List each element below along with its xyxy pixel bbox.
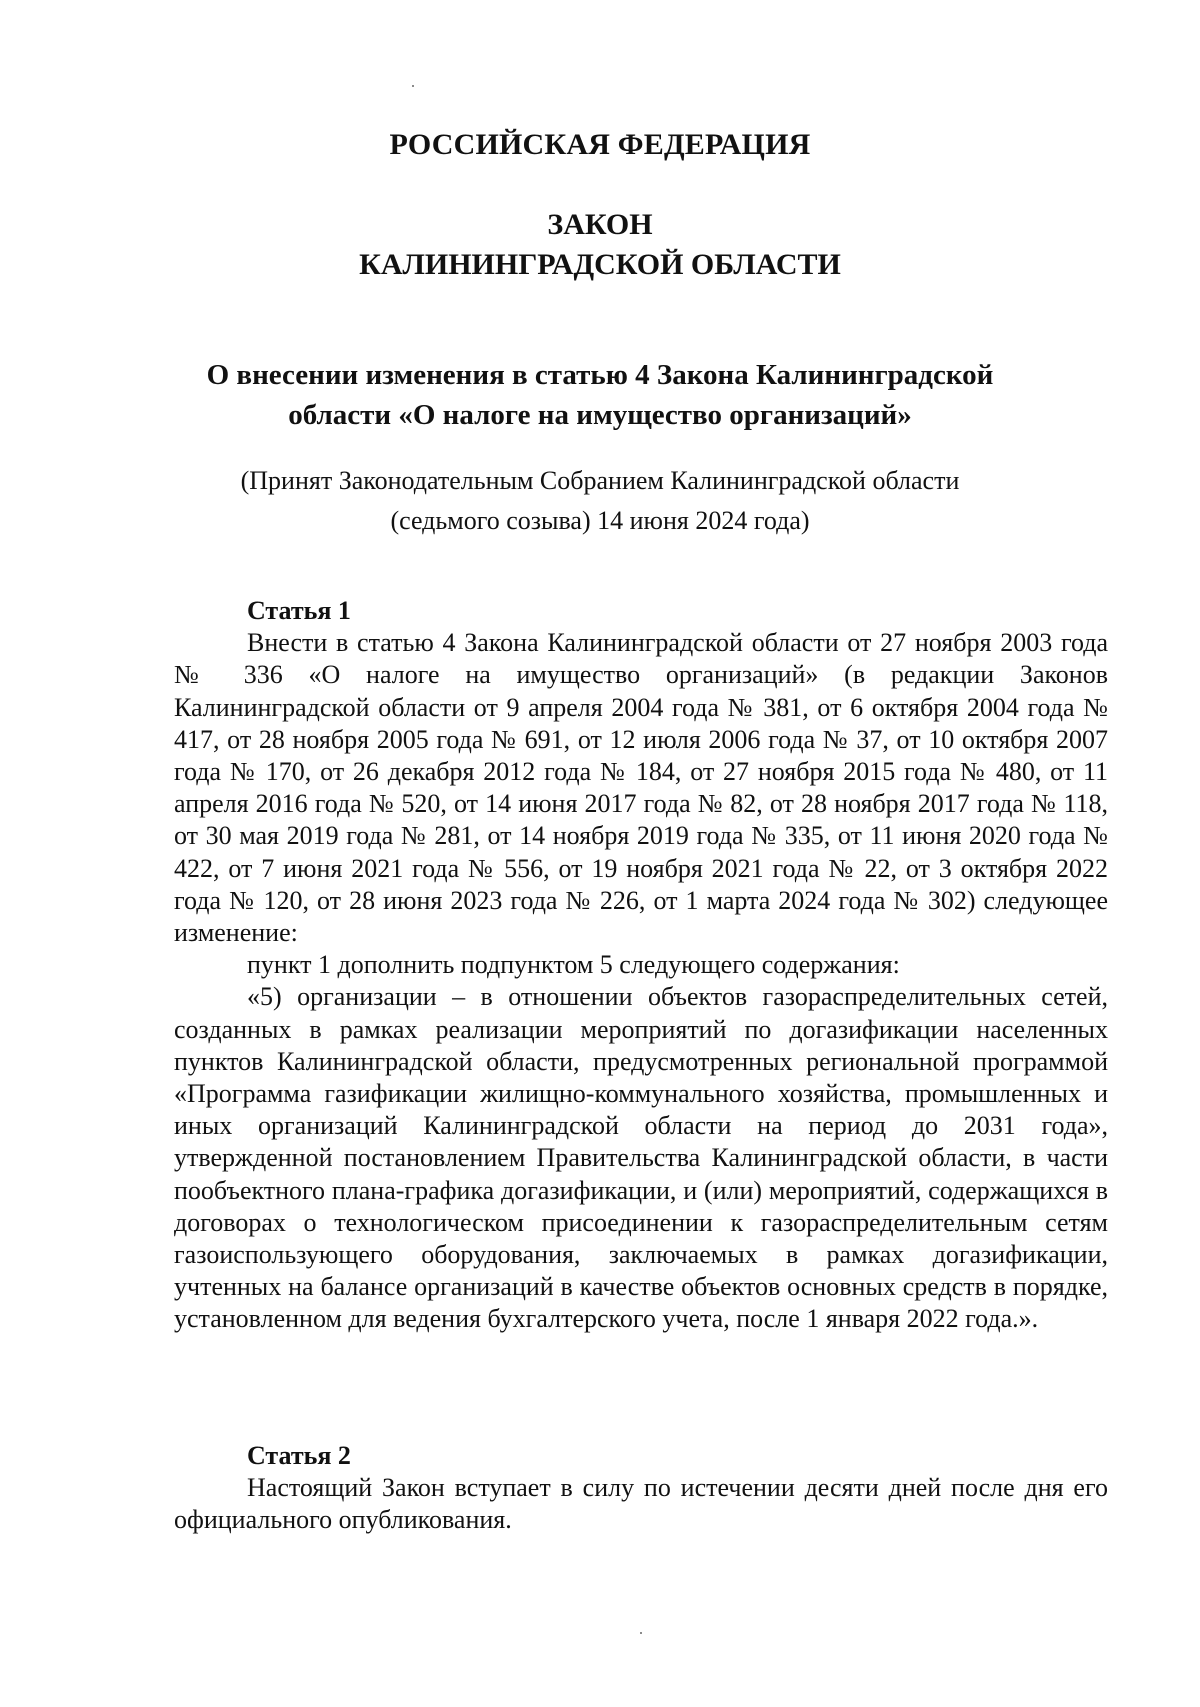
adoption-note: [0, 461, 1200, 541]
article-1-paragraph-2: пункт 1 дополнить подпунктом 5 следующего содержания:: [247, 950, 900, 980]
scan-speck: [412, 85, 414, 87]
country-heading: РОССИЙСКАЯ ФЕДЕРАЦИЯ: [389, 128, 811, 161]
article-1: [174, 595, 1108, 1336]
article-2: [174, 1440, 1108, 1537]
article-1-paragraph-3: «5) организации – в отношении объектов газораспределительных сетей, созданных в рамках реализации мероприятий по догазификации населенных пунктов Калининградской области, предусмотренных региональной программой «Программа газификации жилищно-коммунального хозяйства, промышленных и иных организаций Калининградской области на период до 2031 года», утвержденной постановлением Правительства Калининградской области, в части пообъектного плана-графика догазификации, и (или) мероприятий, содержащихся в договорах о технологическом присоединении к газораспределительным сетям газоиспользующего оборудования, заключаемых в рамках догазификации, учтенных на балансе организаций в качестве объектов основных средств в порядке, установленном для ведения бухгалтерского учета, после 1 января 2022 года.».: [174, 982, 1108, 1334]
article-2-paragraph-1: Настоящий Закон вступает в силу по истечении десяти дней после дня его официального опубликования.: [174, 1473, 1108, 1535]
law-heading: [0, 205, 1200, 285]
adoption-note-line-2: (седьмого созыва) 14 июня 2024 года): [390, 506, 810, 535]
article-2-heading: Статья 2: [247, 1441, 351, 1470]
article-1-paragraph-1: Внести в статью 4 Закона Калининградской области от 27 ноября 2003 года № 336 «О налоге на имущество организаций» (в редакции Законов Калининградской области от 9 апреля 2004 года № 381, от 6 октября 2004 года № 417, от 28 ноября 2005 года № 691, от 12 июля 2006 года № 37, от 10 октября 2007 года № 170, от 26 декабря 2012 года № 184, от 27 ноября 2015 года № 480, от 11 апреля 2016 года № 520, от 14 июня 2017 года № 82, от 28 ноября 2017 года № 118, от 30 мая 2019 года № 281, от 14 ноября 2019 года № 335, от 11 июня 2020 года № 422, от 7 июня 2021 года № 556, от 19 ноября 2021 года № 22, от 3 октября 2022 года № 120, от 28 июня 2023 года № 226, от 1 марта 2024 года № 302) следующее изменение:: [174, 628, 1108, 948]
law-label: ЗАКОН: [547, 208, 653, 241]
law-title: [0, 355, 1200, 435]
article-1-heading: Статья 1: [247, 596, 351, 625]
law-title-line-1: О внесении изменения в статью 4 Закона Калининградской: [206, 359, 994, 391]
region-label: КАЛИНИНГРАДСКОЙ ОБЛАСТИ: [359, 248, 841, 281]
law-title-line-2: области «О налоге на имущество организаций»: [288, 399, 912, 431]
adoption-note-line-1: (Принят Законодательным Собранием Калининградской области: [240, 466, 960, 495]
scan-speck: [640, 1632, 642, 1634]
